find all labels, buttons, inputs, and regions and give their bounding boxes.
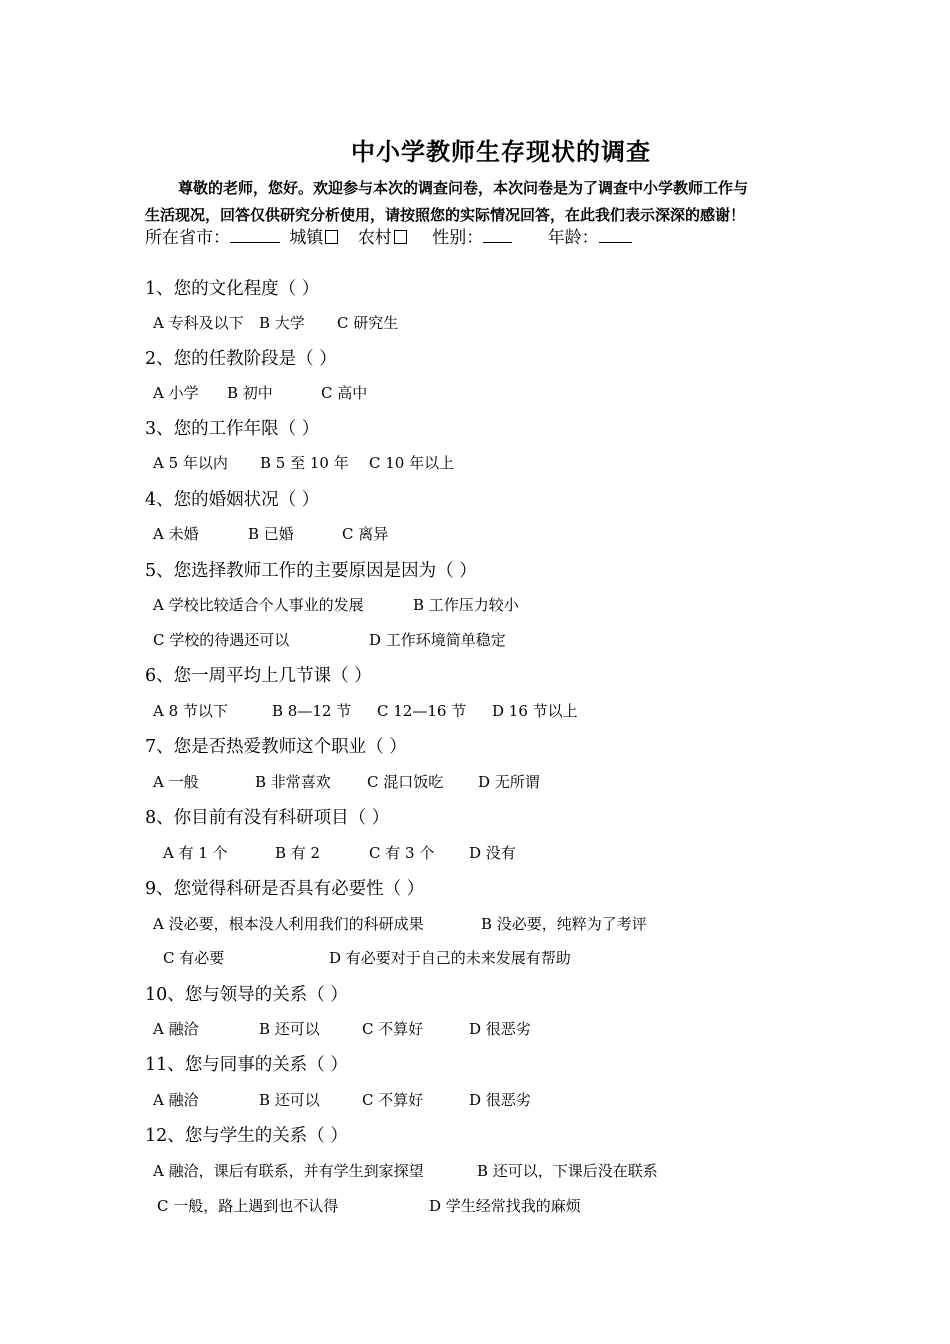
- q5-option-b[interactable]: B 工作压力较小: [413, 596, 519, 614]
- q12-option-a[interactable]: A 融洽，课后有联系，并有学生到家探望: [153, 1162, 424, 1180]
- q5-option-a[interactable]: A 学校比较适合个人事业的发展: [153, 596, 364, 614]
- question-10: 10、您与领导的关系（ ）: [145, 985, 348, 1005]
- question-11: 11、您与同事的关系（ ）: [145, 1055, 348, 1075]
- q6-option-d[interactable]: D 16 节以上: [492, 702, 578, 720]
- q8-option-a[interactable]: A 有 1 个: [163, 844, 228, 862]
- q12-option-b[interactable]: B 还可以，下课后没在联系: [477, 1162, 658, 1180]
- question-1: 1、您的文化程度（ ）: [145, 279, 320, 299]
- q11-option-b[interactable]: B 还可以: [259, 1091, 320, 1109]
- q10-option-c[interactable]: C 不算好: [362, 1020, 424, 1038]
- q7-option-a[interactable]: A 一般: [153, 773, 199, 791]
- age-label: 年龄：: [547, 228, 599, 248]
- question-9: 9、您觉得科研是否具有必要性（ ）: [145, 879, 425, 899]
- q11-option-a[interactable]: A 融洽: [153, 1091, 199, 1109]
- q11-option-d[interactable]: D 很恶劣: [469, 1091, 531, 1109]
- q8-option-c[interactable]: C 有 3 个: [369, 844, 435, 862]
- province-blank[interactable]: [230, 226, 280, 243]
- q6-option-a[interactable]: A 8 节以下: [153, 702, 228, 720]
- q1-option-c[interactable]: C 研究生: [337, 314, 399, 332]
- q1-option-a[interactable]: A 专科及以下: [153, 314, 244, 332]
- q1-option-b[interactable]: B 大学: [259, 314, 305, 332]
- question-8: 8、你目前有没有科研项目（ ）: [145, 808, 390, 828]
- q10-option-a[interactable]: A 融洽: [153, 1020, 199, 1038]
- q9-option-c[interactable]: C 有必要: [163, 949, 225, 967]
- q2-option-c[interactable]: C 高中: [321, 384, 368, 402]
- q9-option-b[interactable]: B 没必要，纯粹为了考评: [481, 915, 647, 933]
- q12-option-d[interactable]: D 学生经常找我的麻烦: [429, 1197, 581, 1215]
- q4-option-c[interactable]: C 离异: [342, 525, 389, 543]
- question-5: 5、您选择教师工作的主要原因是因为（ ）: [145, 561, 477, 581]
- province-label: 所在省市：: [145, 228, 230, 248]
- question-6: 6、您一周平均上几节课（ ）: [145, 666, 372, 686]
- question-4: 4、您的婚姻状况（ ）: [145, 490, 320, 510]
- q4-option-a[interactable]: A 未婚: [153, 525, 199, 543]
- question-7: 7、您是否热爱教师这个职业（ ）: [145, 737, 407, 757]
- intro-paragraph: [145, 175, 815, 229]
- page-title: 中小学教师生存现状的调查: [351, 137, 651, 166]
- q3-option-c[interactable]: C 10 年以上: [369, 454, 455, 472]
- q10-option-b[interactable]: B 还可以: [259, 1020, 320, 1038]
- q8-option-b[interactable]: B 有 2: [275, 844, 321, 862]
- town-label: 城镇: [289, 228, 324, 248]
- q4-option-b[interactable]: B 已婚: [248, 525, 294, 543]
- q7-option-b[interactable]: B 非常喜欢: [255, 773, 331, 791]
- q2-option-b[interactable]: B 初中: [227, 384, 273, 402]
- q7-option-d[interactable]: D 无所谓: [478, 773, 540, 791]
- q5-option-c[interactable]: C 学校的待遇还可以: [153, 631, 290, 649]
- respondent-info-row: [145, 226, 632, 250]
- intro-line-2: 生活现况，回答仅供研究分析使用，请按照您的实际情况回答，在此我们表示深深的感谢！: [145, 206, 746, 224]
- q9-option-d[interactable]: D 有必要对于自己的未来发展有帮助: [329, 949, 571, 967]
- age-blank[interactable]: [599, 226, 632, 243]
- gender-label: 性别：: [432, 228, 484, 248]
- question-3: 3、您的工作年限（ ）: [145, 419, 320, 439]
- q12-option-c[interactable]: C 一般，路上遇到也不认得: [157, 1197, 339, 1215]
- q9-option-a[interactable]: A 没必要，根本没人利用我们的科研成果: [153, 915, 424, 933]
- q6-option-c[interactable]: C 12—16 节: [377, 702, 467, 720]
- village-checkbox[interactable]: [394, 230, 407, 244]
- q11-option-c[interactable]: C 不算好: [362, 1091, 424, 1109]
- town-checkbox[interactable]: [325, 230, 338, 244]
- q5-option-d[interactable]: D 工作环境简单稳定: [369, 631, 506, 649]
- gender-blank[interactable]: [483, 226, 512, 243]
- q10-option-d[interactable]: D 很恶劣: [469, 1020, 531, 1038]
- q2-option-a[interactable]: A 小学: [153, 384, 199, 402]
- question-12: 12、您与学生的关系（ ）: [145, 1126, 348, 1146]
- q6-option-b[interactable]: B 8—12 节: [272, 702, 352, 720]
- intro-line-1: 尊敬的老师，您好。欢迎参与本次的调查问卷，本次问卷是为了调查中小学教师工作与: [178, 179, 749, 197]
- q3-option-a[interactable]: A 5 年以内: [153, 454, 228, 472]
- q3-option-b[interactable]: B 5 至 10 年: [260, 454, 349, 472]
- q8-option-d[interactable]: D 没有: [469, 844, 516, 862]
- q7-option-c[interactable]: C 混口饭吃: [367, 773, 444, 791]
- question-2: 2、您的任教阶段是（ ）: [145, 349, 337, 369]
- village-label: 农村: [357, 228, 392, 248]
